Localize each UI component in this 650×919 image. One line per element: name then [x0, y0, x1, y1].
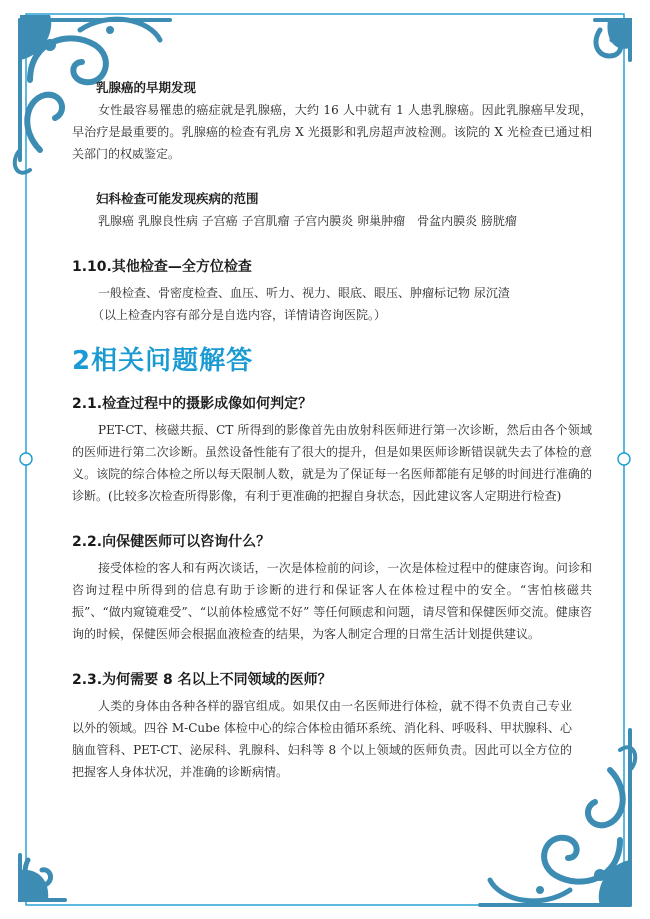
question-2-2-heading: 2.2.向保健医师可以咨询什么？ — [72, 534, 271, 550]
page-content — [72, 78, 592, 783]
gynecology-heading: 妇科检查可能发现疾病的范围 — [96, 191, 259, 206]
gynecology-diseases-list: 乳腺癌 乳腺良性病 子宫癌 子宫肌瘤 子宫内膜炎 卵巢肿瘤 骨盆内膜炎 膀胱瘤 — [98, 214, 517, 228]
question-2-3-answer: 人类的身体由各种各样的器官组成。如果仅由一名医师进行体检，就不得不负责自己专业以外的领域。四谷 M-Cube 体检中心的综合体检由循环系统、消化科、呼吸科、甲状腺科、心脑血管科、PET-CT、泌尿科、乳腺科、妇科等 8 个以上领域的医师负责。因此可以全方位的把握客人身体状况，并准确的诊断病情。 — [72, 699, 572, 779]
early-detection-text: 女性最容易罹患的癌症就是乳腺癌，大约 16 人中就有 1 人患乳腺癌。因此乳腺癌早发现，早治疗是最重要的。乳腺癌的检查有乳房 X 光摄影和乳房超声波检测。该院的 X 光检查已通过相关部门的权威鉴定。 — [72, 103, 592, 161]
right-side-circle-icon — [618, 453, 630, 465]
other-exams-note: （以上检查内容有部分是自选内容，详情请咨询医院。） — [92, 308, 387, 322]
left-side-circle-icon — [20, 453, 32, 465]
question-2-2-answer: 接受体检的客人和有两次谈话，一次是体检前的问诊，一次是体检过程中的健康咨询。问诊和咨询过程中所得到的信息有助于诊断的进行和保证客人在体检过程中的安全。“害怕核磁共振”、“做内窥镜难受”、“以前体检感觉不好” 等任何顾虑和问题，请尽管和保健医师交流。健康咨询的时候，保健医师会根据血液检查的结果，为客人制定合理的日常生活计划提供建议。 — [72, 561, 592, 641]
question-2-1-answer: PET-CT、核磁共振、CT 所得到的影像首先由放射科医师进行第一次诊断，然后由各个领域的医师进行第二次诊断。虽然设备性能有了很大的提升，但是如果医师诊断错误就失去了体检的意义。该院的综合体检之所以每天限制人数，就是为了保证每一名医师都能有足够的时间进行准确的诊断。(比较多次检查所得影像，有利于更准确的把握自身状态，因此建议客人定期进行检查) — [72, 423, 592, 503]
chapter-2-heading: 2相关问题解答 — [72, 346, 254, 376]
top-right-leaf-icon — [607, 20, 630, 49]
bottom-left-leaf-icon — [20, 870, 48, 900]
question-2-1-heading: 2.1.检查过程中的摄影成像如何判定？ — [72, 396, 313, 412]
other-exams-list: 一般检查、骨密度检查、血压、听力、视力、眼底、眼压、肿瘤标记物 尿沉渣 — [98, 286, 510, 300]
question-2-3-heading: 2.3.为何需要 8 名以上不同领域的医师？ — [72, 672, 332, 688]
section-1-10-heading: 1.10.其他检查—全方位检查 — [72, 259, 252, 275]
early-detection-heading: 乳腺癌的早期发现 — [96, 80, 197, 95]
